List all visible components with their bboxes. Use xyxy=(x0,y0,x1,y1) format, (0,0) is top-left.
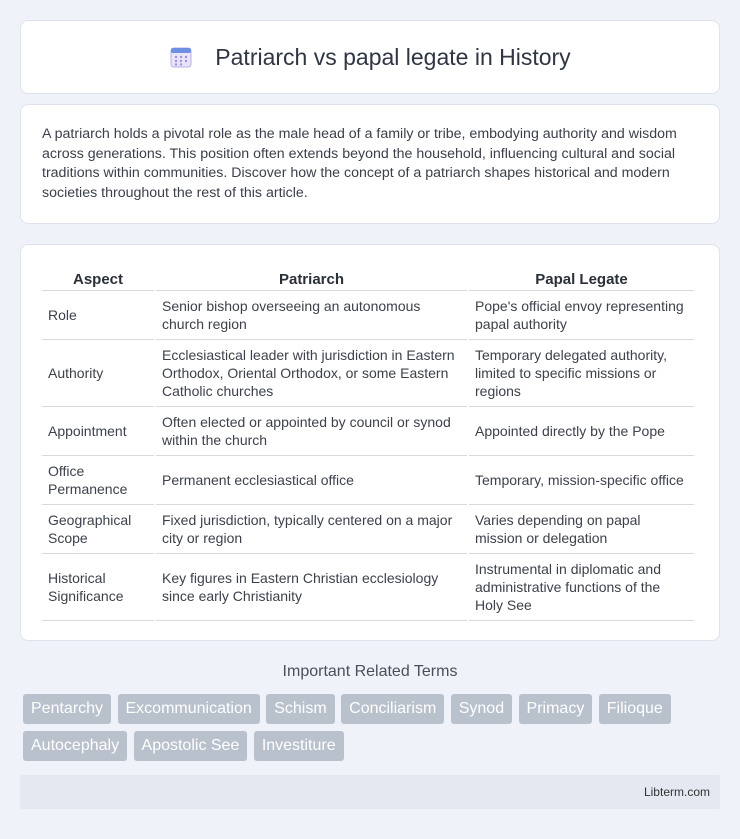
row-aspect: Office Permanence xyxy=(42,456,154,505)
intro-card xyxy=(20,104,720,224)
tag-excommunication[interactable]: Excommunication xyxy=(118,694,260,724)
table-row xyxy=(42,554,694,621)
table-row xyxy=(42,340,694,407)
row-aspect: Historical Significance xyxy=(42,554,154,621)
row-legate: Temporary, mission-specific office xyxy=(469,456,694,505)
tag-investiture[interactable]: Investiture xyxy=(254,731,344,761)
row-legate: Pope's official envoy representing papal authority xyxy=(469,291,694,340)
tag-pentarchy[interactable]: Pentarchy xyxy=(23,694,111,724)
row-aspect: Appointment xyxy=(42,407,154,456)
calendar-icon xyxy=(169,45,193,69)
row-patriarch: Ecclesiastical leader with jurisdiction in Eastern Orthodox, Oriental Orthodox, or some Eastern Catholic churches xyxy=(156,340,467,407)
page-title: Patriarch vs papal legate in History xyxy=(215,43,571,70)
tag-schism[interactable]: Schism xyxy=(266,694,334,724)
table-row xyxy=(42,505,694,554)
tag-primacy[interactable]: Primacy xyxy=(519,694,593,724)
row-aspect: Role xyxy=(42,291,154,340)
header-patriarch: Patriarch xyxy=(156,263,467,291)
related-terms-list xyxy=(23,694,723,768)
table-header-row xyxy=(42,263,694,291)
row-legate: Instrumental in diplomatic and administrative functions of the Holy See xyxy=(469,554,694,621)
row-patriarch: Permanent ecclesiastical office xyxy=(156,456,467,505)
tag-apostolic-see[interactable]: Apostolic See xyxy=(134,731,248,761)
table-row xyxy=(42,407,694,456)
table-row xyxy=(42,456,694,505)
tag-synod[interactable]: Synod xyxy=(451,694,512,724)
footer xyxy=(20,775,720,809)
related-terms-heading: Important Related Terms xyxy=(282,663,458,680)
tag-filioque[interactable]: Filioque xyxy=(599,694,671,724)
row-legate: Appointed directly by the Pope xyxy=(469,407,694,456)
row-legate: Varies depending on papal mission or delegation xyxy=(469,505,694,554)
title-card xyxy=(20,20,720,94)
row-legate: Temporary delegated authority, limited to specific missions or regions xyxy=(469,340,694,407)
row-patriarch: Senior bishop overseeing an autonomous church region xyxy=(156,291,467,340)
row-aspect: Geographical Scope xyxy=(42,505,154,554)
footer-site-link[interactable]: Libterm.com xyxy=(643,785,710,799)
intro-paragraph: A patriarch holds a pivotal role as the male head of a family or tribe, embodying authority and wisdom across generations. This position often extends beyond the household, influencing cultural and social traditions within communities. Discover how the concept of a patriarch shapes historical and modern societies throughout the rest of this article. xyxy=(42,126,677,201)
row-patriarch: Fixed jurisdiction, typically centered on a major city or region xyxy=(156,505,467,554)
row-aspect: Authority xyxy=(42,340,154,407)
header-papal-legate: Papal Legate xyxy=(469,263,694,291)
tag-autocephaly[interactable]: Autocephaly xyxy=(23,731,127,761)
comparison-table xyxy=(40,263,696,621)
row-patriarch: Key figures in Eastern Christian ecclesiology since early Christianity xyxy=(156,554,467,621)
table-row xyxy=(42,291,694,340)
header-aspect: Aspect xyxy=(42,263,154,291)
row-patriarch: Often elected or appointed by council or synod within the church xyxy=(156,407,467,456)
comparison-card xyxy=(20,244,720,641)
tag-conciliarism[interactable]: Conciliarism xyxy=(341,694,444,724)
